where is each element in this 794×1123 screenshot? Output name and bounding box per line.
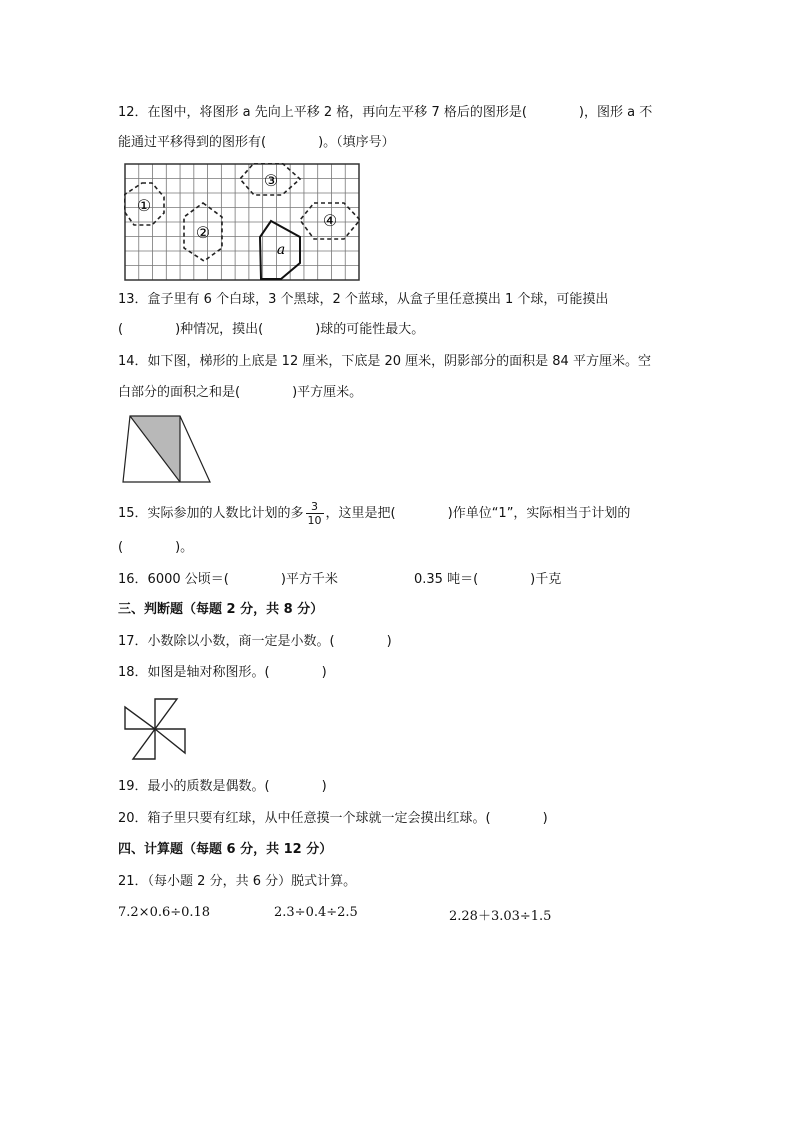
- pinwheel-blade-2: [155, 699, 177, 729]
- q14-trapezoid-figure: [122, 414, 212, 484]
- q12-grid-figure: [124, 163, 360, 281]
- q18-pinwheel-figure: [121, 697, 189, 763]
- pinwheel-blade-1: [125, 707, 155, 729]
- pinwheel-blade-3: [155, 729, 185, 753]
- q12-line1: 12．在图中，将图形 a 先向上平移 2 格，再向左平移 7 格后的图形是( )，图形 a 不: [118, 105, 653, 120]
- shape-3-label: ③: [263, 171, 279, 190]
- q14-line2: 白部分的面积之和是( )平方厘米。: [118, 385, 363, 400]
- pinwheel-blade-4: [133, 729, 155, 759]
- q21-expression-1: 7.2×0.6÷0.18: [118, 905, 211, 920]
- q20: 20．箱子里只要有红球，从中任意摸一个球就一定会摸出红球。( ): [118, 811, 548, 826]
- q16-part2: 0.35 吨＝( )千克: [414, 572, 562, 587]
- q13-line2: ( )种情况，摸出( )球的可能性最大。: [118, 322, 425, 337]
- shape-2-label: ②: [195, 223, 211, 242]
- q15-suffix: ，这里是把( )作单位“1”，实际相当于计划的: [325, 506, 631, 521]
- fraction-numerator: 3: [306, 500, 324, 514]
- fraction-denominator: 10: [307, 514, 322, 527]
- section3-title: 三、判断题（每题 2 分，共 8 分）: [118, 602, 324, 617]
- q18: 18．如图是轴对称图形。( ): [118, 665, 327, 680]
- shape-a-label: a: [276, 242, 286, 258]
- q21-expression-2: 2.3÷0.4÷2.5: [274, 905, 358, 920]
- q14-line1: 14．如下图，梯形的上底是 12 厘米，下底是 20 厘米，阴影部分的面积是 84 平方厘米。空: [118, 354, 651, 369]
- section4-title: 四、计算题（每题 6 分，共 12 分）: [118, 842, 333, 857]
- q13-line1: 13．盒子里有 6 个白球，3 个黑球，2 个蓝球，从盒子里任意摸出 1 个球，可能摸出: [118, 292, 609, 307]
- q15-line1: [118, 500, 630, 528]
- q15-prefix: 15．实际参加的人数比计划的多: [118, 506, 304, 521]
- q21-expression-3: 2.28＋3.03÷1.5: [449, 909, 552, 924]
- q21-intro: 21．（每小题 2 分，共 6 分）脱式计算。: [118, 874, 357, 889]
- q12-line2: 能通过平移得到的图形有( )。（填序号）: [118, 135, 395, 150]
- q15-line2: ( )。: [118, 540, 194, 555]
- q15-fraction: [306, 500, 324, 527]
- q17: 17．小数除以小数，商一定是小数。( ): [118, 634, 392, 649]
- shape-1-label: ①: [136, 196, 152, 215]
- q16-part1: 16．6000 公顷＝( )平方千米: [118, 572, 338, 587]
- q19: 19．最小的质数是偶数。( ): [118, 779, 327, 794]
- shape-4-label: ④: [322, 211, 338, 230]
